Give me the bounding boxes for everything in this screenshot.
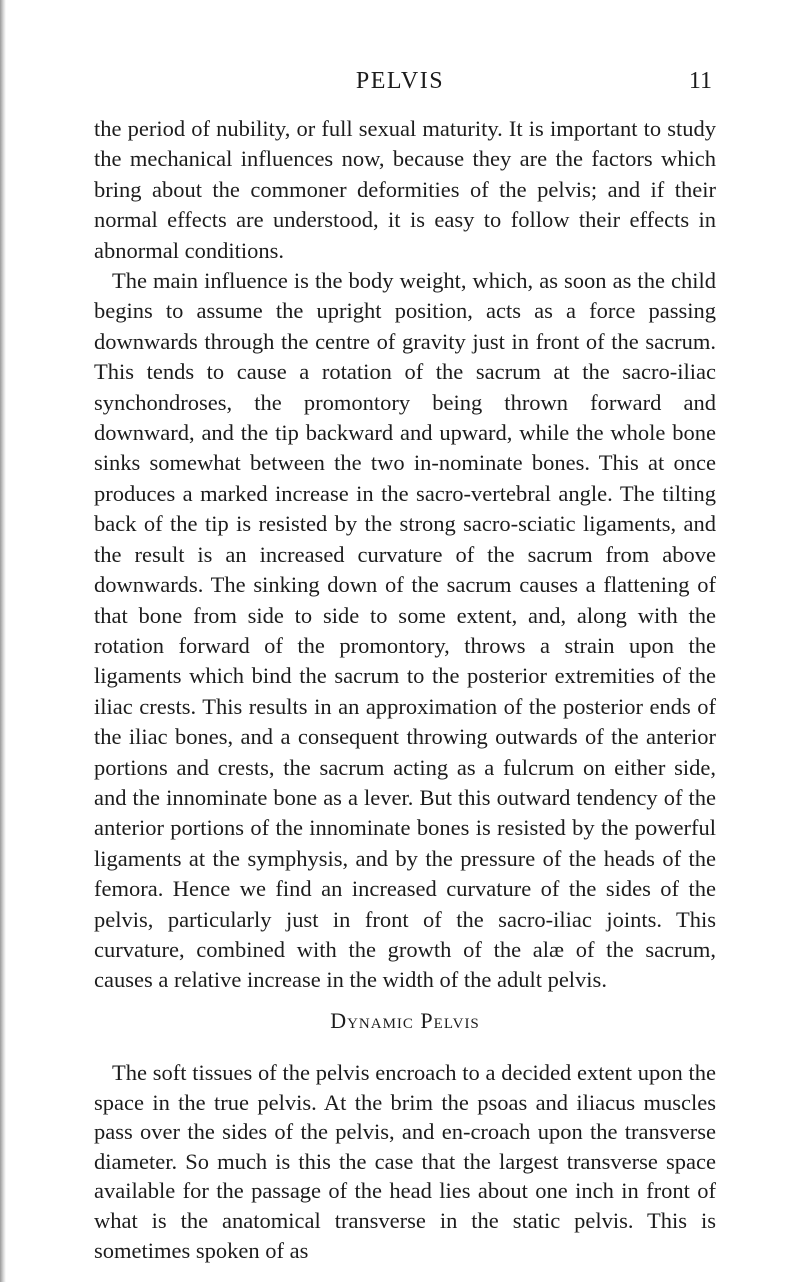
section-heading: Dynamic Pelvis xyxy=(330,1008,480,1033)
paragraph-soft-tissues: The soft tissues of the pelvis encroach to a decided extent upon the space in the true pelvis. At the brim the psoas and iliacus muscles pass over the sides of the pelvis, and en-croach upon the transverse diameter. So much is this the case that the largest transverse space available for the passage of the head lies about one inch in front of what is the anatomical transverse in the static pelvis. This is sometimes spoken of as xyxy=(94,1060,716,1263)
main-text-block xyxy=(94,114,716,996)
running-header xyxy=(0,68,800,102)
section-text-block xyxy=(94,1058,716,1265)
paragraph-body-weight: The main influence is the body weight, which, as soon as the child begins to assume the upright position, acts as a force passing downwards through the centre of gravity just in front of the sacrum. This tends to cause a rotation of the sacrum at the sacro-iliac synchondroses, the promontory being thrown forward and downward, and the tip backward and upward, while the whole bone sinks somewhat between the two in-nominate bones. This at once produces a marked increase in the sacro-vertebral angle. The tilting back of the tip is resisted by the strong sacro-sciatic ligaments, and the result is an increased curvature of the sacrum from above downwards. The sinking down of the sacrum causes a flattening of that bone from side to side to some extent, and, along with the rotation forward of the promontory, throws a strain upon the ligaments which bind the sacrum to the posterior extremities of the iliac crests. This results in an approximation of the posterior ends of the iliac bones, and a consequent throwing outwards of the anterior portions and crests, the sacrum acting as a fulcrum on either side, and the innominate bone as a lever. But this outward tendency of the anterior portions of the innominate bones is resisted by the powerful ligaments at the symphysis, and by the pressure of the heads of the femora. Hence we find an increased curvature of the sides of the pelvis, particularly just in front of the sacro-iliac joints. This curvature, combined with the growth of the alæ of the sacrum, causes a relative increase in the width of the adult pelvis. xyxy=(94,268,716,993)
page-number: 11 xyxy=(688,68,712,94)
running-title: PELVIS xyxy=(355,68,445,94)
paragraph-continued: the period of nubility, or full sexual maturity. It is important to study the mechanical influences now, because they are the factors which bring about the commoner deformities of the pelvis; and if their normal effects are understood, it is easy to follow their effects in abnormal conditions. xyxy=(94,116,716,263)
page-binding-edge xyxy=(0,0,6,1282)
